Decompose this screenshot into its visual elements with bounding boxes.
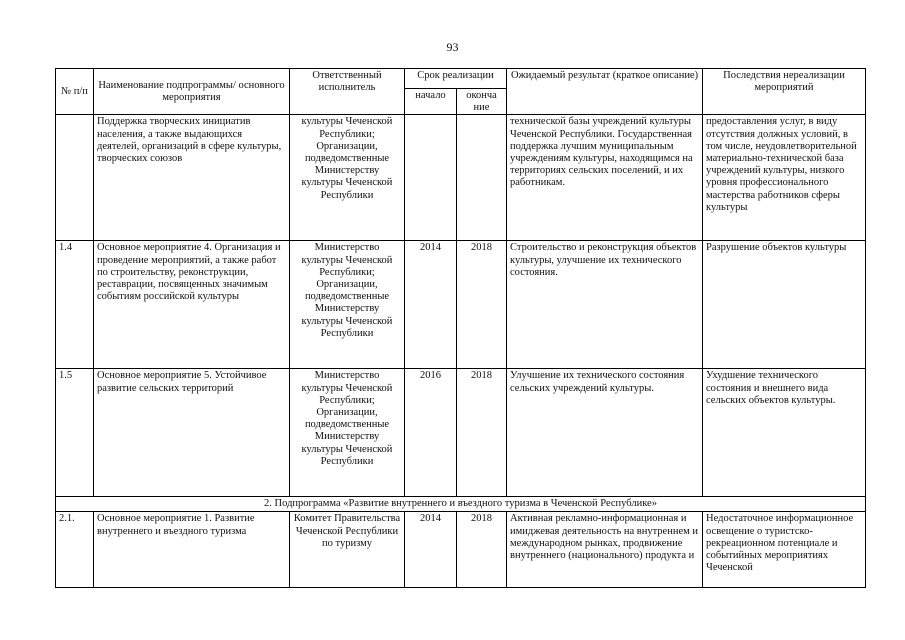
row-consequences: Разрушение объектов культуры (703, 241, 866, 369)
table-row (56, 115, 866, 241)
table-row (56, 512, 866, 588)
row-name: Основное мероприятие 5. Устойчивое развитие сельских территорий (94, 369, 290, 497)
row-end (457, 115, 507, 241)
row-executor: Министерство культуры Чеченской Республики; Организации, подведомственные Министерству культуры Чеченской Республики (290, 241, 405, 369)
header-name: Наименование подпрограммы/ основного мероприятия (94, 69, 290, 115)
row-consequences: Ухудшение технического состояния и внешнего вида сельских объектов культуры. (703, 369, 866, 497)
row-result: Строительство и реконструкция объектов культуры, улучшение их технического состояния. (507, 241, 703, 369)
row-executor: Министерство культуры Чеченской Республики; Организации, подведомственные Министерству культуры Чеченской Республики (290, 369, 405, 497)
row-result: технической базы учреждений культуры Чеченской Республики. Государственная поддержка лучшим муниципальным учреждениям культуры, находящимся на территориях сельских поселений, и их работникам. (507, 115, 703, 241)
subprogram-title: 2. Подпрограмма «Развитие внутреннего и въездного туризма в Чеченской Республике» (56, 497, 866, 512)
subprogram-row (56, 497, 866, 512)
row-name: Поддержка творческих инициатив населения, а также выдающихся деятелей, организаций в сфере культуры, творческих союзов (94, 115, 290, 241)
row-start: 2014 (405, 241, 457, 369)
activities-table (55, 68, 866, 588)
row-result: Улучшение их технического состояния сельских учреждений культуры. (507, 369, 703, 497)
row-start: 2016 (405, 369, 457, 497)
table-row (56, 369, 866, 497)
row-num (56, 115, 94, 241)
row-consequences: предоставления услуг, в виду отсутствия должных условий, в том числе, неудовлетворительной материально-технической база учреждений культуры, низкого уровня профессионального мастерства работников сферы культуры (703, 115, 866, 241)
row-start (405, 115, 457, 241)
row-name: Основное мероприятие 4. Организация и проведение мероприятий, а также работ по строительству, реконструкции, реставрации, посвященных значимым событиям российской культуры (94, 241, 290, 369)
row-num: 1.5 (56, 369, 94, 497)
page-number: 93 (446, 40, 459, 54)
row-result: Активная рекламно-информационная и имиджевая деятельность на внутреннем и международном рынках, продвижение внутреннего (национального) продукта и (507, 512, 703, 588)
row-end: 2018 (457, 369, 507, 497)
header-end: оконча ние (457, 89, 507, 115)
header-consequences: Последствия нереализации мероприятий (703, 69, 866, 115)
header-start: начало (405, 89, 457, 115)
table-row (56, 241, 866, 369)
row-executor: культуры Чеченской Республики; Организации, подведомственные Министерству культуры Чеченской Республики (290, 115, 405, 241)
row-start: 2014 (405, 512, 457, 588)
row-num: 2.1. (56, 512, 94, 588)
row-consequences: Недостаточное информационное освещение о туристско-рекреационном потенциале и событийных мероприятиях Чеченской (703, 512, 866, 588)
row-num: 1.4 (56, 241, 94, 369)
header-executor: Ответственный исполнитель (290, 69, 405, 115)
header-period: Срок реализации (405, 69, 507, 89)
row-executor: Комитет Правительства Чеченской Республики по туризму (290, 512, 405, 588)
row-name: Основное мероприятие 1. Развитие внутреннего и въездного туризма (94, 512, 290, 588)
row-end: 2018 (457, 512, 507, 588)
row-end: 2018 (457, 241, 507, 369)
header-num: № п/п (56, 69, 94, 115)
header-result: Ожидаемый результат (краткое описание) (507, 69, 703, 115)
